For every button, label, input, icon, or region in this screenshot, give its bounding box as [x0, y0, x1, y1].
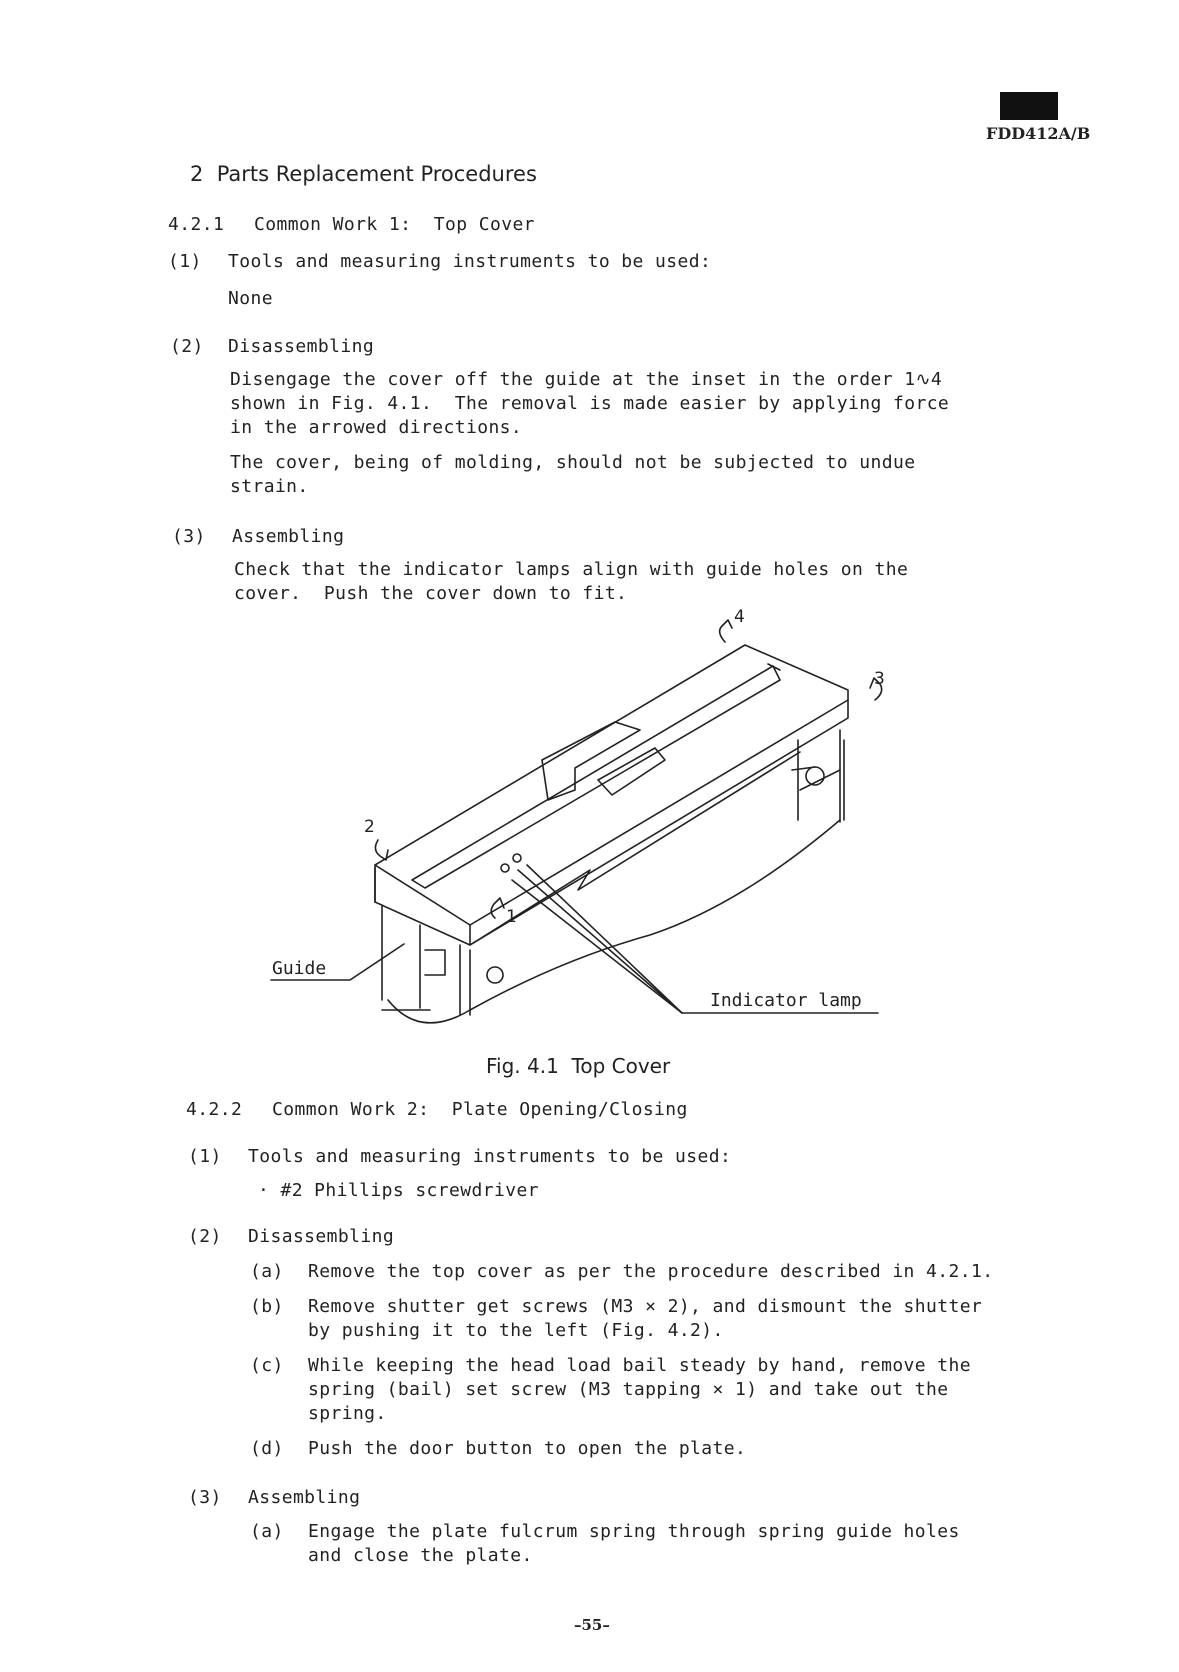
work2-tools-item: · #2 Phillips screwdriver: [258, 1180, 539, 1201]
figure-number-4: 4: [734, 607, 745, 627]
work1-assembling-label: Assembling: [232, 526, 345, 547]
work1-disassembling-label: Disassembling: [228, 336, 375, 357]
work1-assembling-text-line: cover. Push the cover down to fit.: [234, 583, 628, 604]
step-text-line: by pushing it to the left (Fig. 4.2).: [308, 1320, 724, 1341]
work2-tools-label: Tools and measuring instruments to be used:: [248, 1146, 732, 1167]
step-marker: (c): [250, 1355, 284, 1376]
work2-disassembling-number: (2): [188, 1226, 222, 1247]
work1-disassembling-text-line: in the arrowed directions.: [230, 417, 523, 438]
step-text-line: Push the door button to open the plate.: [308, 1438, 747, 1459]
work1-assembling-text-line: Check that the indicator lamps align with guide holes on the: [234, 559, 909, 580]
work2-assembling-number: (3): [188, 1487, 222, 1508]
work1-tools-value: None: [228, 288, 273, 309]
work1-tools-label: Tools and measuring instruments to be used:: [228, 251, 712, 272]
step-marker: (a): [250, 1521, 284, 1542]
work2-heading: Common Work 2: Plate Opening/Closing: [272, 1099, 688, 1120]
work1-disassembling-text-line: shown in Fig. 4.1. The removal is made easier by applying force: [230, 393, 950, 414]
step-text-line: Engage the plate fulcrum spring through spring guide holes: [308, 1521, 960, 1542]
figure-number-3: 3: [874, 669, 885, 689]
step-text-line: Remove the top cover as per the procedure described in 4.2.1.: [308, 1261, 994, 1282]
step-text-line: While keeping the head load bail steady by hand, remove the: [308, 1355, 971, 1376]
work1-tools-number: (1): [168, 251, 202, 272]
work2-heading-number: 4.2.2: [186, 1099, 243, 1120]
step-marker: (b): [250, 1296, 284, 1317]
work2-tools-number: (1): [188, 1146, 222, 1167]
work1-disassembling-number: (2): [170, 336, 204, 357]
document-id: FDD412A/B: [986, 124, 1091, 143]
figure-number-1: 1: [506, 907, 517, 927]
work1-assembling-number: (3): [172, 526, 206, 547]
figure-number-2: 2: [364, 817, 375, 837]
work2-disassembling-label: Disassembling: [248, 1226, 395, 1247]
work1-disassembling-note-line: strain.: [230, 476, 309, 497]
section-title: 2 Parts Replacement Procedures: [190, 162, 537, 186]
step-text-line: and close the plate.: [308, 1545, 533, 1566]
page-number: –55–: [574, 1616, 610, 1634]
work1-heading-number: 4.2.1: [168, 214, 225, 235]
work1-disassembling-note-line: The cover, being of molding, should not be subjected to undue: [230, 452, 916, 473]
figure-label-indicator-lamp: Indicator lamp: [710, 990, 862, 1011]
work1-disassembling-text-line: Disengage the cover off the guide at the inset in the order 1∿4: [230, 369, 943, 390]
work2-assembling-label: Assembling: [248, 1487, 361, 1508]
step-text-line: Remove shutter get screws (M3 × 2), and dismount the shutter: [308, 1296, 983, 1317]
step-marker: (d): [250, 1438, 284, 1459]
figure-caption: Fig. 4.1 Top Cover: [486, 1054, 671, 1078]
step-marker: (a): [250, 1261, 284, 1282]
work1-heading: Common Work 1: Top Cover: [254, 214, 535, 235]
figure-label-guide: Guide: [272, 958, 327, 979]
step-text-line: spring.: [308, 1403, 387, 1424]
step-text-line: spring (bail) set screw (M3 tapping × 1) and take out the: [308, 1379, 949, 1400]
